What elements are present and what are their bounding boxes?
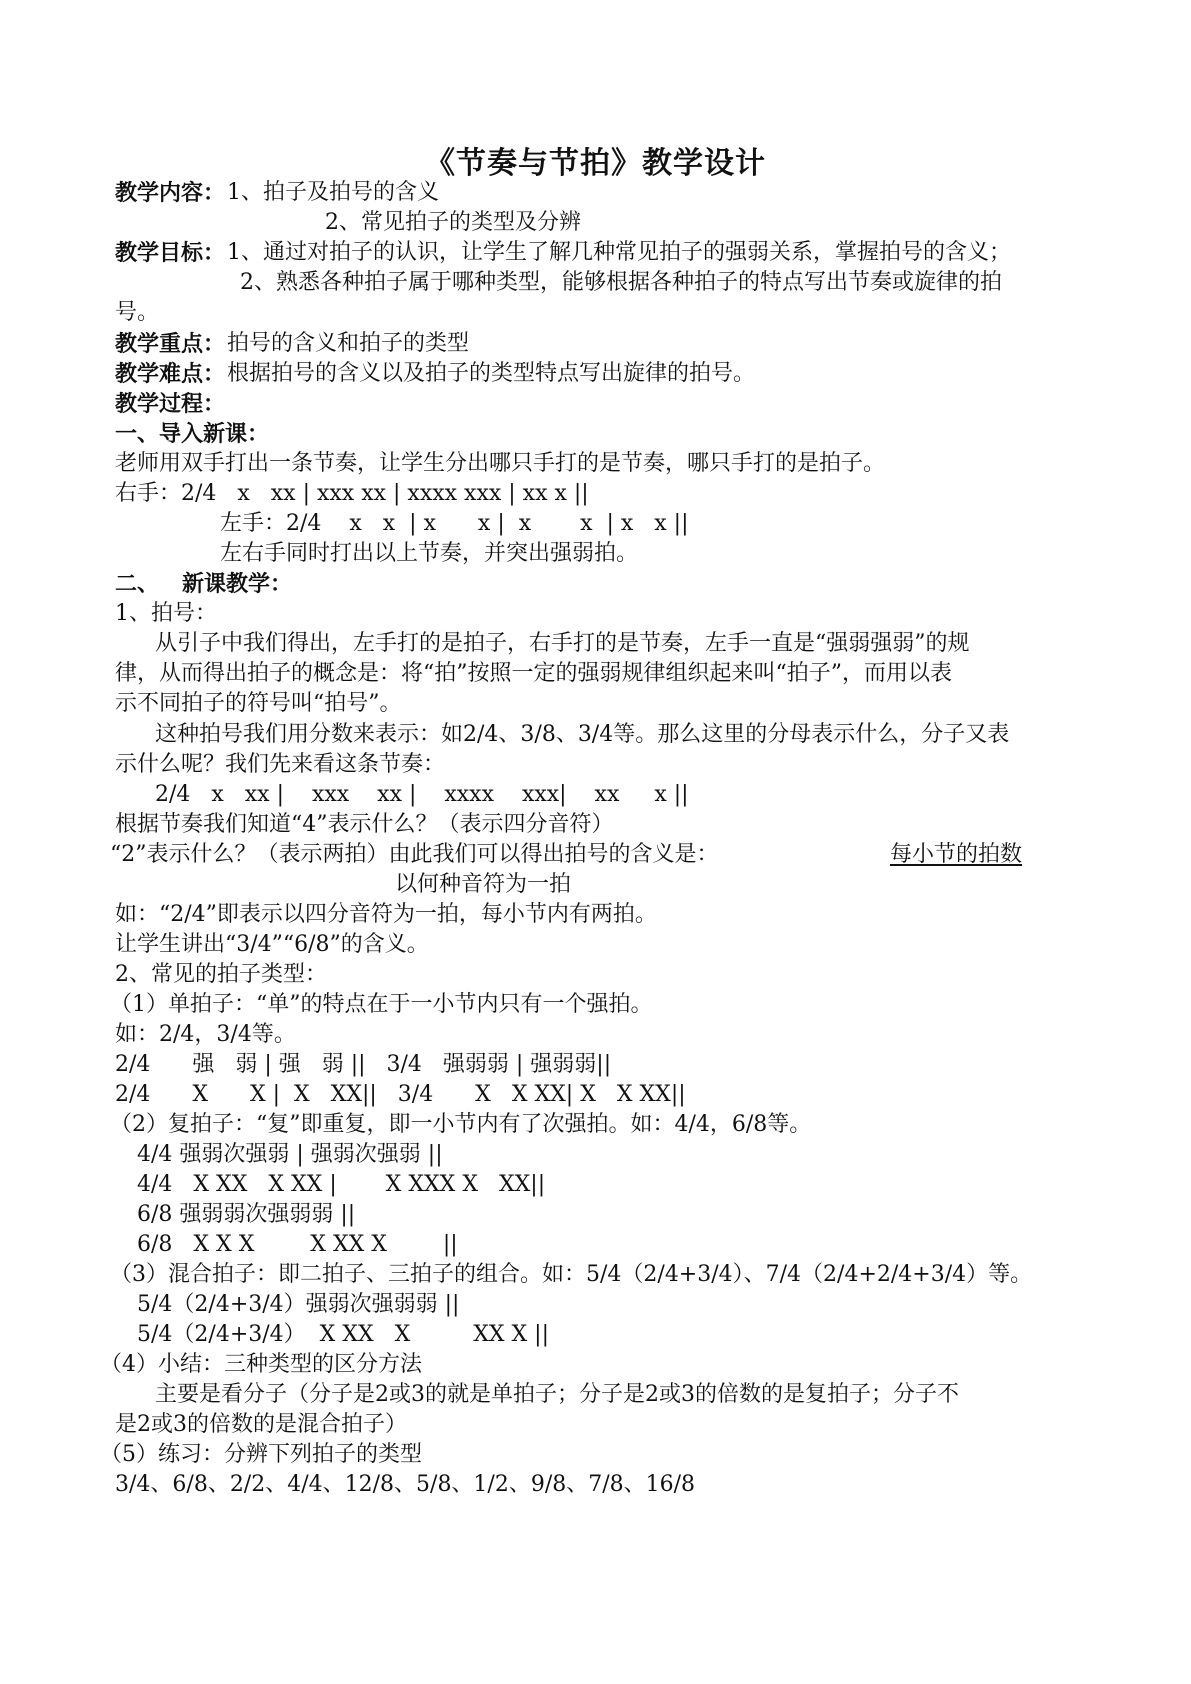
key-label: 教学重点：	[115, 331, 226, 357]
question-2: “2”表示什么？（表示两拍）由此我们可以得出拍号的含义是：	[110, 842, 719, 867]
goal-item-2-cont: 号。	[115, 300, 160, 325]
right-hand-rhythm: 右手：2/4 x xx | xxx xx | xxxx xxx | xx x ||	[115, 481, 589, 506]
compound-meter-row-3: 6/8 强弱弱次强弱弱 ||	[137, 1202, 356, 1227]
mixed-meter-row-2: 5/4（2/4+3/4） X XX X XX X ||	[137, 1322, 549, 1347]
goal-item-1: 1、通过对拍子的认识，让学生了解几种常见拍子的强弱关系，掌握拍号的含义；	[227, 240, 1011, 265]
meter-example: 如：“2/4”即表示以四分音符为一拍，每小节内有两拍。	[115, 902, 657, 927]
answer-denominator: 以何种音符为一拍	[395, 872, 572, 897]
summary-text-b: 是2或3的倍数的是混合拍子）	[115, 1412, 407, 1437]
simple-meter-row-1: 2/4 强 弱 | 强 弱 || 3/4 强弱弱 | 强弱弱||	[115, 1052, 612, 1077]
goal-item-2: 2、熟悉各种拍子属于哪种类型，能够根据各种拍子的特点写出节奏或旋律的拍	[240, 270, 1002, 295]
key-text: 拍号的含义和拍子的类型	[227, 331, 470, 356]
section1-note: 左右手同时打出以上节奏，并突出强弱拍。	[220, 541, 639, 566]
summary-heading: （4）小结：三种类型的区分方法	[100, 1352, 422, 1377]
simple-meter-example: 如：2/4，3/4等。	[115, 1022, 296, 1047]
section1-heading: 一、导入新课：	[115, 421, 270, 447]
document-title: 《节奏与节拍》教学设计	[425, 146, 766, 181]
example-rhythm: 2/4 x xx | xxx xx | xxxx xxx| xx x ||	[155, 782, 689, 807]
content-item-1: 1、拍子及拍号的含义	[227, 180, 439, 205]
types-heading: 2、常见的拍子类型：	[115, 962, 327, 987]
left-hand-rhythm: 左手：2/4 x x | x x | x x | x x ||	[220, 511, 689, 536]
difficulty-label: 教学难点：	[115, 361, 226, 387]
meter-sign-heading: 1、拍号：	[115, 601, 217, 626]
compound-meter-row-4: 6/8 X X X X XX X ||	[137, 1232, 458, 1257]
answer-numerator: 每小节的拍数	[890, 842, 1023, 867]
compound-meter-def: （2）复拍子：“复”即重复，即一小节内有了次强拍。如：4/4，6/8等。	[110, 1112, 812, 1137]
compound-meter-row-1: 4/4 强弱次强弱 | 强弱次强弱 ||	[137, 1142, 443, 1167]
practice-list: 3/4、6/8、2/2、4/4、12/8、5/8、1/2、9/8、7/8、16/8	[115, 1472, 696, 1497]
paragraph-1a: 从引子中我们得出，左手打的是拍子，右手打的是节奏，左手一直是“强弱强弱”的规	[155, 631, 970, 656]
paragraph-2b: 示什么呢？我们先来看这条节奏：	[115, 752, 446, 777]
mixed-meter-def: （3）混合拍子：即二拍子、三拍子的组合。如：5/4（2/4+3/4）、7/4（2/4+2/4+3/4）等。	[110, 1262, 1033, 1287]
question-1: 根据节奏我们知道“4”表示什么？（表示四分音符）	[115, 812, 614, 837]
simple-meter-def: （1）单拍子：“单”的特点在于一小节内只有一个强拍。	[110, 992, 653, 1017]
process-label: 教学过程：	[115, 391, 226, 417]
content-label: 教学内容：	[115, 180, 226, 206]
mixed-meter-row-1: 5/4（2/4+3/4）强弱次强弱弱 ||	[137, 1292, 460, 1317]
summary-text-a: 主要是看分子（分子是2或3的就是单拍子；分子是2或3的倍数的是复拍子；分子不	[155, 1382, 959, 1407]
paragraph-2a: 这种拍号我们用分数来表示：如2/4、3/8、3/4等。那么这里的分母表示什么，分子又表	[155, 722, 1010, 747]
content-item-2: 2、常见拍子的类型及分辨	[325, 210, 581, 235]
difficulty-text: 根据拍号的含义以及拍子的类型特点写出旋律的拍号。	[227, 361, 756, 386]
paragraph-1b: 律，从而得出拍子的概念是：将“拍”按照一定的强弱规律组织起来叫“拍子”，而用以表	[115, 661, 952, 686]
paragraph-1c: 示不同拍子的符号叫“拍号”。	[115, 691, 402, 716]
compound-meter-row-2: 4/4 X XX X XX | X XXX X XX||	[137, 1172, 546, 1197]
section1-intro: 老师用双手打出一条节奏，让学生分出哪只手打的是节奏，哪只手打的是拍子。	[115, 451, 886, 476]
section2-heading: 二、 新课教学：	[115, 571, 292, 597]
student-task: 让学生讲出“3/4”“6/8”的含义。	[115, 932, 429, 957]
simple-meter-row-2: 2/4 X X | X XX|| 3/4 X X XX| X X XX||	[115, 1082, 686, 1107]
goal-label: 教学目标：	[115, 240, 226, 266]
practice-heading: （5）练习：分辨下列拍子的类型	[100, 1442, 422, 1467]
